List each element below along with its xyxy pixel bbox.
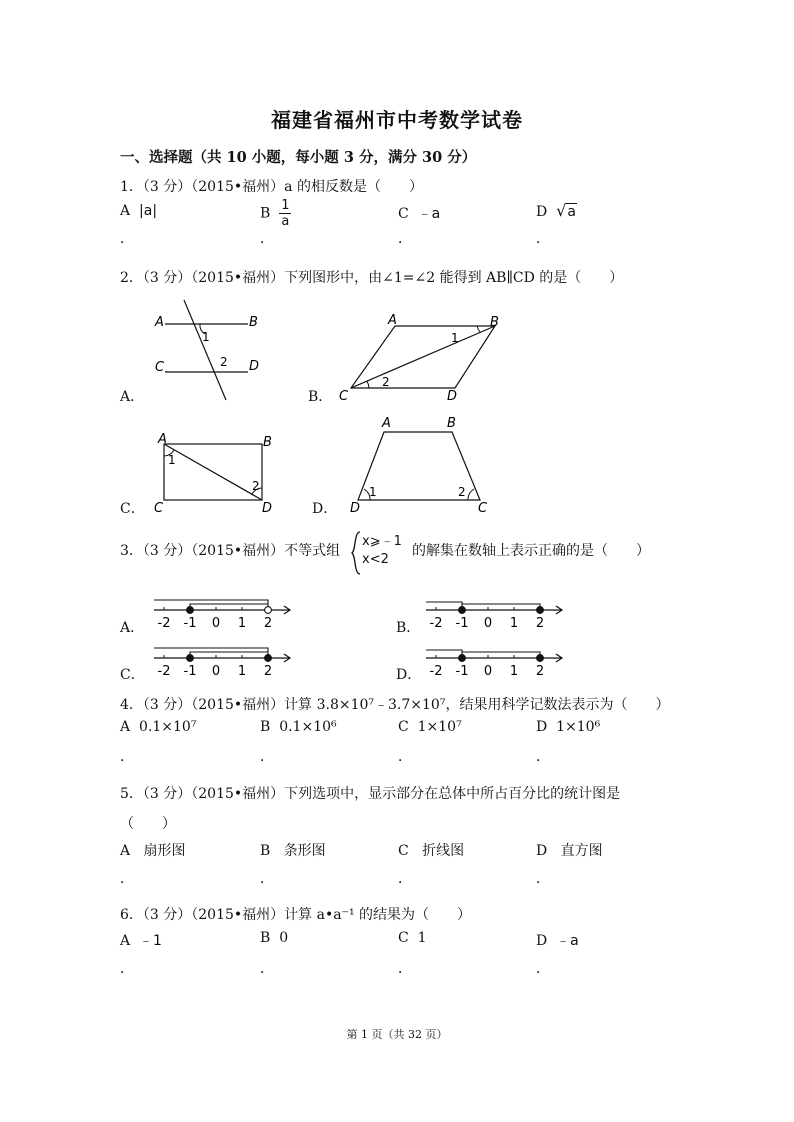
dot: ． <box>260 749 274 765</box>
angle-label: 1 <box>451 331 459 345</box>
dot: ． <box>260 231 274 247</box>
tick-label: -1 <box>455 664 469 679</box>
tick-label: 0 <box>483 616 493 631</box>
tick-label: 0 <box>211 616 221 631</box>
q5-option-c: C 折线图 <box>398 843 465 859</box>
q4-option-a: A 0.1×10⁷ <box>120 719 197 735</box>
q3-option-c-label: C． <box>120 667 145 683</box>
angle-label: 2 <box>252 479 260 493</box>
q2-option-a-label: A． <box>120 389 145 405</box>
angle-label: 1 <box>369 485 377 499</box>
dot: ． <box>536 871 550 887</box>
dot: ． <box>398 231 412 247</box>
tick-label: -2 <box>157 616 171 631</box>
tick-label: -1 <box>455 616 469 631</box>
q4-option-d: D 1×10⁶ <box>536 719 601 735</box>
tick-label: 2 <box>263 664 273 679</box>
dot: ． <box>120 231 134 247</box>
dot: ． <box>398 871 412 887</box>
tick-label: 2 <box>535 616 545 631</box>
point-label: C <box>339 389 349 404</box>
q1-option-a <box>120 203 157 219</box>
point-label: B <box>490 315 499 330</box>
q6-option-d: D ﹣a <box>536 933 579 949</box>
q1-option-d <box>536 201 577 220</box>
q3-option-d-label: D． <box>396 667 422 683</box>
q3-option-b-label: B． <box>396 620 421 636</box>
q5-stem: 5．（3 分）（2015•福州）下列选项中，显示部分在总体中所占百分比的统计图是 <box>120 786 621 802</box>
q3-stem-end: 的解集在数轴上表示正确的是（ ） <box>412 543 650 559</box>
dot: ． <box>398 749 412 765</box>
dot: ． <box>536 961 550 977</box>
angle-label: 2 <box>382 375 390 389</box>
q2-figure-a <box>150 296 260 406</box>
point-label: D <box>447 389 458 404</box>
page-title: 福建省福州市中考数学试卷 <box>271 108 523 132</box>
point-label: A <box>158 432 167 447</box>
q5-option-d: D 直方图 <box>536 843 603 859</box>
point-label: B <box>447 416 456 431</box>
q1-stem: 1．（3 分）（2015•福州）a 的相反数是（ ） <box>120 179 423 195</box>
q2-figure-b <box>335 312 510 404</box>
dot: ． <box>536 231 550 247</box>
solution-ray <box>426 650 462 658</box>
dot: ． <box>260 871 274 887</box>
option-text: ﹣a <box>417 206 441 222</box>
q1-option-c <box>398 203 440 223</box>
angle-label: 2 <box>458 485 466 499</box>
solid-dot-icon <box>187 607 194 614</box>
q6-option-c: C 1 <box>398 930 427 946</box>
tick-label: 0 <box>211 664 221 679</box>
point-label: A <box>155 315 164 330</box>
q2-stem: 2．（3 分）（2015•福州）下列图形中，由∠1=∠2 能得到 AB∥CD 的是（ ） <box>120 270 624 286</box>
q2-option-d-label: D． <box>312 501 338 517</box>
q3-number-line-c <box>152 640 298 680</box>
q6-option-b: B 0 <box>260 930 289 946</box>
solution-ray <box>462 652 540 658</box>
point-label: C <box>155 360 165 375</box>
option-letter: D <box>536 204 548 220</box>
tick-label: -1 <box>183 616 197 631</box>
tick-label: 2 <box>263 616 273 631</box>
solution-ray <box>154 648 268 658</box>
q4-option-b: B 0.1×10⁶ <box>260 719 337 735</box>
solid-dot-icon <box>265 655 272 662</box>
point-label: B <box>263 435 272 450</box>
q1-option-b <box>260 198 291 229</box>
option-text: a <box>567 204 576 220</box>
q2-option-b-label: B． <box>308 389 333 405</box>
brace-icon <box>350 530 362 576</box>
q2-figure-d <box>344 414 494 516</box>
dot: ． <box>120 749 134 765</box>
dot: ． <box>120 961 134 977</box>
point-label: A <box>388 313 397 328</box>
dot: ． <box>398 961 412 977</box>
solid-dot-icon <box>187 655 194 662</box>
point-label: D <box>249 359 260 374</box>
q3-number-line-d <box>424 640 570 680</box>
option-text: |a| <box>139 203 158 219</box>
tick-label: 0 <box>483 664 493 679</box>
inequality-line-2: x<2 <box>362 552 389 567</box>
option-letter: C <box>398 206 409 222</box>
hollow-dot-icon <box>265 607 272 614</box>
point-label: D <box>350 501 361 516</box>
q3-number-line-a <box>152 592 298 632</box>
tick-label: 1 <box>237 616 247 631</box>
solution-ray <box>190 652 268 658</box>
tick-label: 1 <box>509 664 519 679</box>
angle-label: 2 <box>220 355 228 369</box>
tick-label: 2 <box>535 664 545 679</box>
solid-dot-icon <box>537 607 544 614</box>
point-label: B <box>249 315 258 330</box>
q6-stem: 6．（3 分）（2015•福州）计算 a•a⁻¹ 的结果为（ ） <box>120 907 472 923</box>
solid-dot-icon <box>459 607 466 614</box>
section-heading: 一、选择题（共 10 小题，每小题 3 分，满分 30 分） <box>120 149 477 166</box>
solution-ray <box>426 602 462 610</box>
solution-ray <box>190 604 268 610</box>
point-label: A <box>382 416 391 431</box>
q2-figure-c <box>150 430 280 516</box>
dot: ． <box>536 749 550 765</box>
q5-stem-continued: （ ） <box>120 816 176 832</box>
point-label: D <box>262 501 273 516</box>
solid-dot-icon <box>459 655 466 662</box>
tick-label: -2 <box>429 664 443 679</box>
q5-option-b: B 条形图 <box>260 843 326 859</box>
option-letter: B <box>260 205 271 222</box>
angle-label: 1 <box>202 330 210 344</box>
angle-label: 1 <box>168 453 176 467</box>
dot: ． <box>120 871 134 887</box>
tick-label: -2 <box>429 616 443 631</box>
q5-option-a: A 扇形图 <box>120 843 186 859</box>
dot: ． <box>260 961 274 977</box>
inequality-line-1: x⩾﹣1 <box>362 534 402 549</box>
point-label: C <box>154 501 164 516</box>
solid-dot-icon <box>537 655 544 662</box>
q4-option-c: C 1×10⁷ <box>398 719 462 735</box>
solution-ray <box>462 604 540 610</box>
fraction: $\frac{1}{a}$ <box>281 198 290 229</box>
tick-label: 1 <box>237 664 247 679</box>
q2-option-c-label: C． <box>120 501 145 517</box>
radical-sign: √ <box>556 201 567 220</box>
q3-number-line-b <box>424 592 570 632</box>
q3-option-a-label: A． <box>120 620 145 636</box>
solution-ray <box>154 600 268 610</box>
q3-stem-start: 3．（3 分）（2015•福州）不等式组 <box>120 543 341 559</box>
tick-label: -1 <box>183 664 197 679</box>
page-footer: 第 1 页（共 32 页） <box>346 1028 448 1041</box>
point-label: C <box>478 501 488 516</box>
tick-label: 1 <box>509 616 519 631</box>
option-letter: A <box>120 203 131 219</box>
q4-stem: 4．（3 分）（2015•福州）计算 3.8×10⁷﹣3.7×10⁷，结果用科学记数法表示为（ ） <box>120 697 670 713</box>
q6-option-a: A ﹣1 <box>120 933 162 949</box>
tick-label: -2 <box>157 664 171 679</box>
